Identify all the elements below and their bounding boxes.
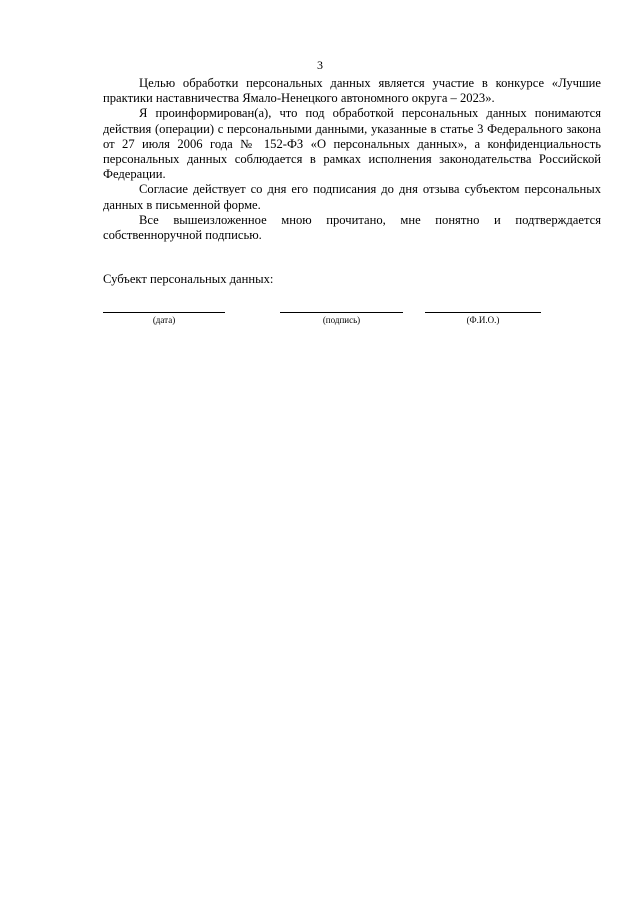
signature-caption: (подпись) bbox=[322, 315, 361, 325]
name-caption: (Ф.И.О.) bbox=[466, 315, 500, 325]
date-line bbox=[103, 312, 225, 313]
paragraph-validity: Согласие действует со дня его подписания до дня отзыва субъектом персональных данных в письменной форме. bbox=[103, 182, 601, 212]
page-number: 3 bbox=[317, 58, 323, 72]
signature-line bbox=[280, 312, 403, 313]
paragraph-informed: Я проинформирован(а), что под обработкой персональных данных понимаются действия (операции) с персональными данными, указанные в статье 3 Федерального закона от 27 июля 2006 года № 152-ФЗ «О персональных данных», а конфиденциальность персональных данных соблюдается в рамках исполнения законодательства Российской Федерации. bbox=[103, 106, 601, 182]
subject-label: Субъект персональных данных: bbox=[103, 272, 274, 286]
date-caption: (дата) bbox=[152, 315, 176, 325]
consent-body bbox=[103, 76, 601, 243]
name-line bbox=[425, 312, 541, 313]
paragraph-purpose: Целью обработки персональных данных является участие в конкурсе «Лучшие практики наставничества Ямало-Ненецкого автономного округа – 2023». bbox=[103, 76, 601, 106]
paragraph-confirmation: Все вышеизложенное мною прочитано, мне понятно и подтверждается собственноручной подписью. bbox=[103, 212, 601, 243]
